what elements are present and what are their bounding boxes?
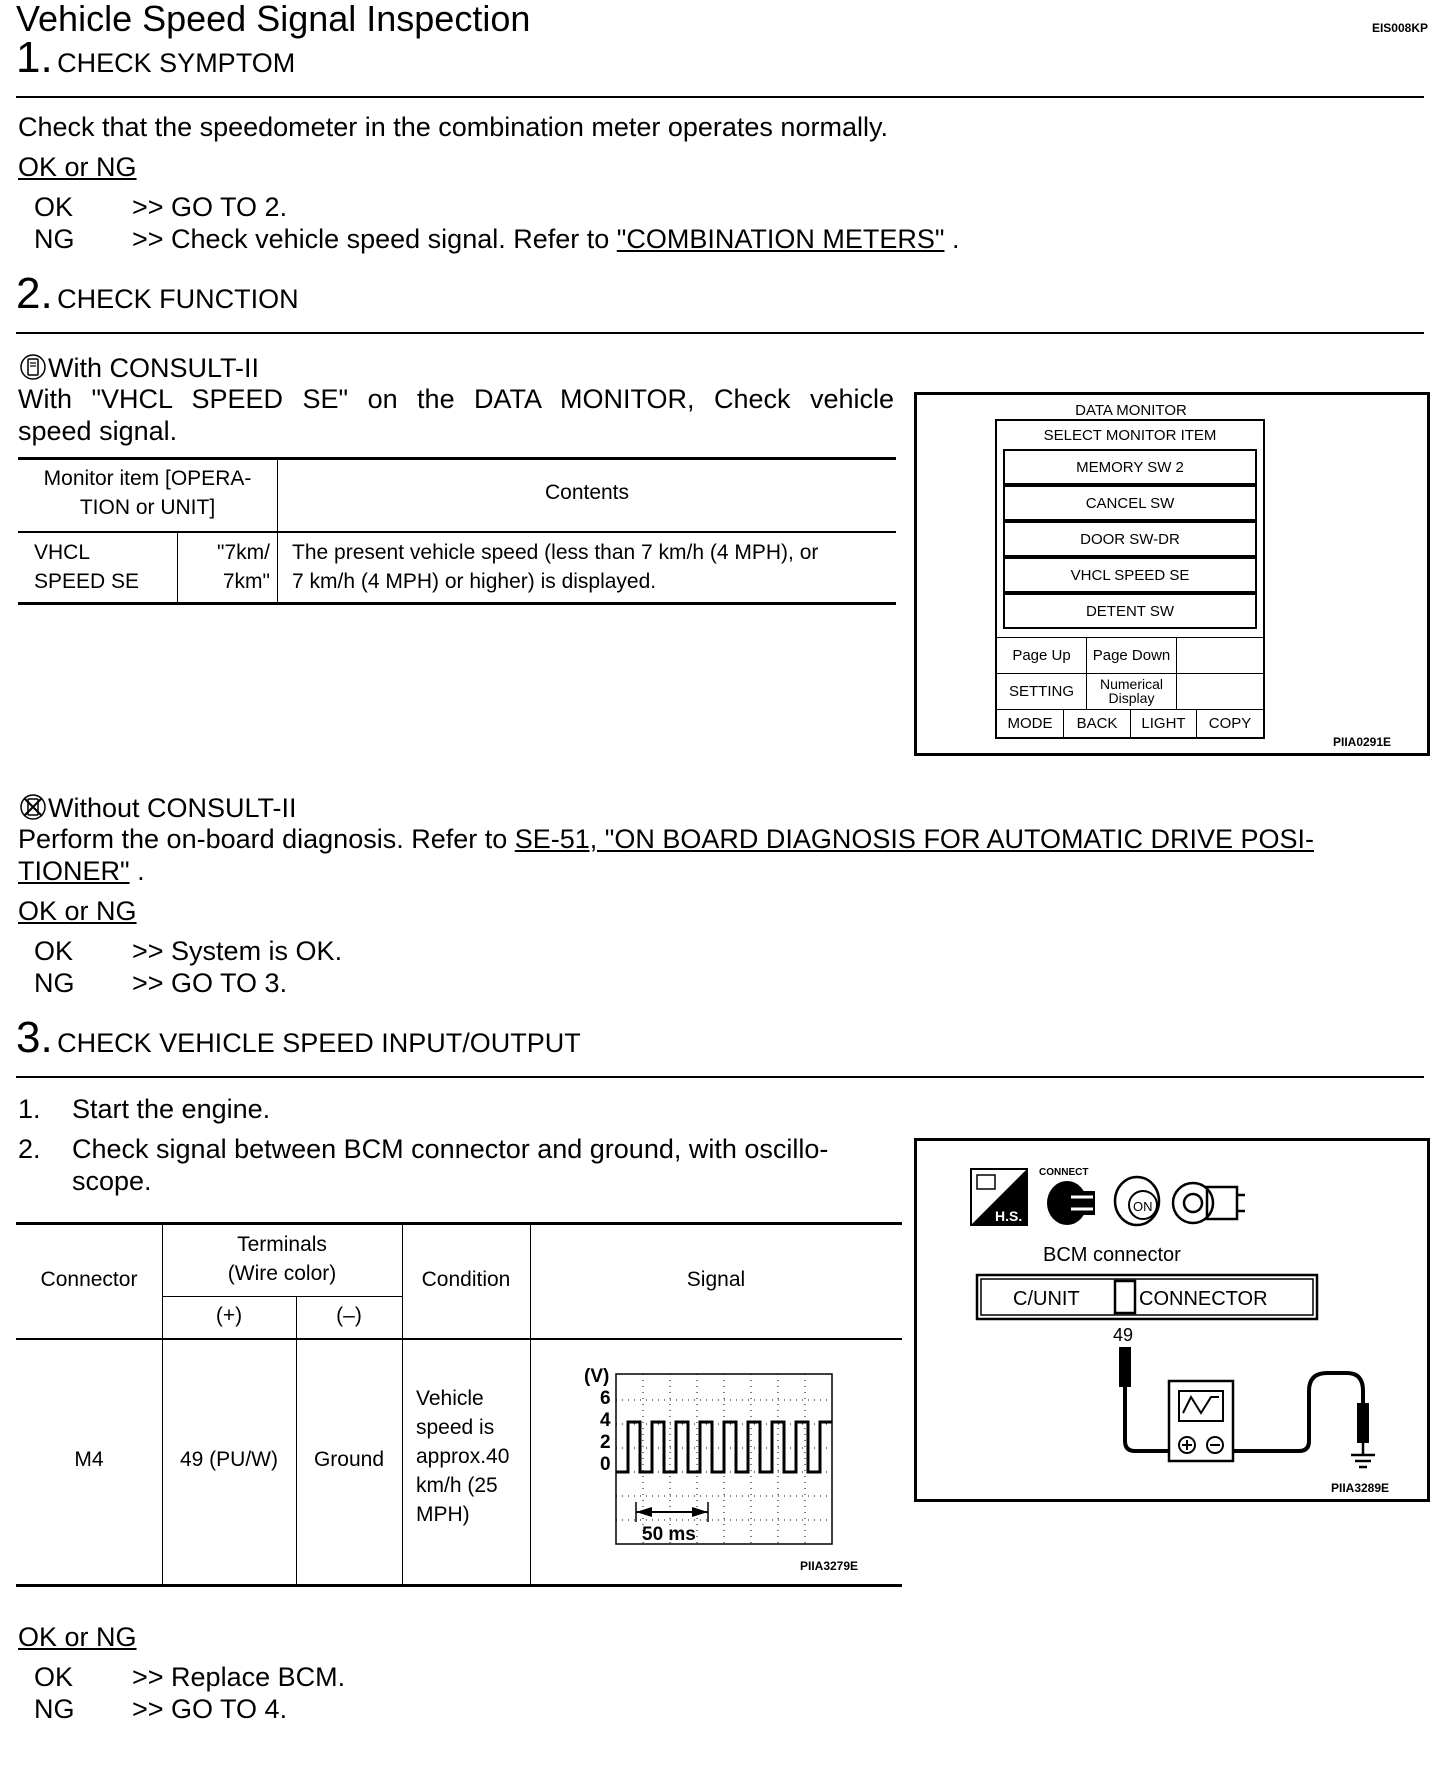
connector-value: M4 [74, 1448, 104, 1471]
step1-instruction: Check that the speedometer in the combination meter operates normally. [18, 112, 888, 142]
monitor-item-row[interactable]: DOOR SW-DR [1003, 521, 1257, 557]
harness-side-icon [971, 1169, 1027, 1225]
step1-ng-label: NG [34, 224, 75, 254]
step3-list-item-2-cont: scope. [72, 1166, 152, 1196]
page-down-button[interactable]: Page Down [1087, 637, 1177, 673]
no-consult-icon [18, 792, 48, 822]
minus-value: Ground [313, 1448, 385, 1471]
condition-value [416, 1384, 509, 1529]
monitor-contents-cell [292, 538, 818, 596]
terminals-header [162, 1230, 402, 1288]
step1-okng: OK or NG [18, 152, 137, 182]
monitor-item-cell [34, 538, 139, 596]
step1-ng-suffix: . [944, 224, 960, 254]
select-monitor-item: SELECT MONITOR ITEM [1043, 427, 1217, 444]
step3-list-item-2-num: 2. [18, 1134, 41, 1164]
signal-header: Signal [686, 1268, 746, 1291]
with-consult-text-1: With "VHCL SPEED SE" on the DATA MONITOR, Check vehicle [18, 384, 894, 414]
positive-probe [1119, 1347, 1131, 1387]
step2-okng: OK or NG [18, 896, 137, 926]
step3-ok-text: >> Replace BCM. [132, 1662, 346, 1692]
time-arrow-head [692, 1507, 708, 1517]
terminal-label: 49 [1113, 1325, 1134, 1345]
step1-rule [16, 96, 1424, 98]
step3-header [16, 1013, 581, 1062]
step2-rule [16, 332, 1424, 334]
with-consult-text-2: speed signal. [18, 416, 178, 446]
consult-icon [18, 352, 48, 382]
step2-ok-label: OK [34, 936, 74, 966]
data-monitor-title: DATA MONITOR [1075, 402, 1187, 419]
scope-tick: 0 [600, 1454, 611, 1475]
connector-header: Connector [40, 1268, 138, 1291]
display-label: Display [1108, 690, 1155, 706]
signal-table-header-rule [16, 1338, 902, 1340]
monitor-table-mid-rule [18, 531, 896, 533]
contents-header: Contents [544, 481, 630, 504]
monitor-unit-1: "7km/ [217, 541, 270, 564]
condition-line: Vehicle [416, 1387, 484, 1410]
scope-tick: 6 [600, 1388, 611, 1409]
copy-button[interactable]: COPY [1208, 714, 1252, 732]
light-button[interactable]: LIGHT [1131, 709, 1197, 737]
ignition-on-icon [1115, 1177, 1159, 1225]
monitor-unit-2: 7km" [222, 570, 270, 593]
signal-table-bottom-rule [16, 1584, 902, 1587]
positive-lead [1125, 1387, 1169, 1451]
terminals-header-2: (Wire color) [227, 1262, 337, 1285]
step1-heading: CHECK SYMPTOM [57, 48, 296, 78]
step1-ok-label: OK [34, 192, 74, 222]
bcm-figure-code: PIIA3289E [1331, 1481, 1390, 1495]
step3-ng-text: >> GO TO 4. [132, 1694, 288, 1724]
square-wave [616, 1422, 832, 1472]
step3-ok-label: OK [34, 1662, 74, 1692]
negative-probe [1357, 1403, 1369, 1443]
without-consult-text-1 [18, 824, 1314, 855]
bcm-connector-label: BCM connector [1043, 1244, 1181, 1266]
step2-header [16, 269, 299, 318]
monitor-item-1: VHCL [34, 541, 91, 564]
monitor-contents-1: The present vehicle speed (less than 7 km/h (4 MPH), or [292, 541, 819, 564]
monitor-table-bottom-rule [18, 602, 896, 605]
monitor-contents-2: 7 km/h (4 MPH) or higher) is displayed. [292, 570, 657, 593]
condition-line: km/h (25 [416, 1474, 498, 1497]
scope-tick: 4 [600, 1410, 611, 1431]
monitor-item-header-2: TION or UNIT] [79, 496, 216, 519]
scope-tick: 2 [600, 1432, 611, 1453]
se51-link[interactable]: SE-51, "ON BOARD DIAGNOSIS FOR AUTOMATIC DRIVE POSI- [514, 824, 1314, 854]
oscilloscope-waveform [580, 1362, 880, 1572]
step2-heading: CHECK FUNCTION [57, 284, 299, 314]
data-monitor-figure [914, 392, 1430, 756]
oscilloscope-icon [1169, 1381, 1233, 1461]
svg-text:H.S.: H.S. [995, 1208, 1023, 1224]
monitor-table-divider-1 [177, 531, 178, 603]
bcm-diagram [917, 1141, 1427, 1499]
back-button[interactable]: BACK [1064, 709, 1131, 737]
c-unit-label: C/UNIT [1013, 1288, 1080, 1310]
time-arrow-head [636, 1507, 652, 1517]
signal-table-top-rule [16, 1222, 902, 1225]
negative-lead [1233, 1373, 1363, 1451]
condition-line: speed is [416, 1416, 495, 1439]
without-consult-text-2 [18, 856, 145, 887]
monitor-item-row[interactable]: DETENT SW [1003, 593, 1257, 629]
step2-number: 2. [16, 269, 53, 318]
step3-list-item-1-num: 1. [18, 1094, 41, 1124]
without-consult-label: Without CONSULT-II [48, 793, 297, 823]
step1-ng-text: >> Check vehicle speed signal. Refer to [132, 224, 617, 254]
combination-meters-link[interactable]: "COMBINATION METERS" [616, 224, 945, 254]
condition-line: MPH) [416, 1503, 470, 1526]
scope-time-label: 50 ms [642, 1524, 696, 1545]
step2-ok-text: >> System is OK. [132, 936, 343, 966]
monitor-item-row[interactable]: CANCEL SW [1003, 485, 1257, 521]
step3-list-item-1: Start the engine. [72, 1094, 271, 1124]
step3-number: 3. [16, 1013, 53, 1062]
figure-code: PIIA0291E [1333, 735, 1392, 749]
page-title: Vehicle Speed Signal Inspection [16, 0, 531, 39]
monitor-table-top-rule [18, 457, 896, 460]
svg-text:CONNECT: CONNECT [1039, 1167, 1089, 1178]
terminals-sub-rule [162, 1296, 402, 1297]
step3-heading: CHECK VEHICLE SPEED INPUT/OUTPUT [57, 1028, 581, 1058]
monitor-item-row[interactable]: VHCL SPEED SE [1003, 557, 1257, 593]
bcm-connector-figure [914, 1138, 1430, 1502]
numerical-display-button[interactable] [1087, 673, 1177, 709]
monitor-unit-cell [180, 538, 270, 596]
monitor-item-2: SPEED SE [34, 570, 140, 593]
connector-label: CONNECTOR [1139, 1288, 1268, 1310]
mode-button[interactable]: MODE [997, 709, 1064, 737]
with-consult-label: With CONSULT-II [48, 353, 260, 383]
monitor-item-header [18, 464, 277, 522]
without-consult-prefix: Perform the on-board diagnosis. Refer to [18, 824, 515, 854]
engine-running-icon [1173, 1183, 1245, 1223]
scope-figure-code: PIIA3279E [800, 1559, 859, 1572]
col-divider [296, 1297, 297, 1585]
step3-list-item-2: Check signal between BCM connector and ground, with oscillo- [72, 1134, 829, 1164]
plus-value: 49 (PU/W) [179, 1448, 278, 1471]
connect-icon [1039, 1167, 1095, 1225]
step1-header [16, 33, 296, 82]
scope-unit: (V) [584, 1366, 610, 1387]
monitor-item-header-1: Monitor item [OPERA- [43, 467, 252, 490]
condition-header: Condition [421, 1268, 511, 1291]
step1-ok-text: >> GO TO 2. [132, 192, 288, 222]
step3-ng-label: NG [34, 1694, 75, 1724]
plus-header: (+) [215, 1304, 243, 1327]
step2-ng-text: >> GO TO 3. [132, 968, 288, 998]
monitor-item-row[interactable]: MEMORY SW 2 [1003, 449, 1257, 485]
setting-button[interactable]: SETTING [997, 673, 1087, 709]
step2-ng-label: NG [34, 968, 75, 998]
terminals-header-1: Terminals [237, 1233, 327, 1256]
step1-number: 1. [16, 33, 53, 82]
with-consult-line [18, 352, 259, 384]
step3-okng: OK or NG [18, 1622, 137, 1652]
document-id: EIS008KP [1371, 21, 1428, 35]
data-monitor-screen [995, 419, 1265, 739]
condition-line: approx.40 [416, 1445, 510, 1468]
ground-symbol [1351, 1443, 1375, 1467]
step3-rule [16, 1076, 1424, 1078]
step1-ng-line [132, 224, 959, 255]
without-consult-line [18, 792, 297, 824]
se51-link-continued[interactable]: TIONER" [18, 856, 130, 886]
svg-text:ON: ON [1133, 1199, 1153, 1214]
without-consult-suffix: . [129, 856, 145, 886]
minus-header: (–) [336, 1304, 362, 1327]
page-up-button[interactable]: Page Up [997, 637, 1087, 673]
numerical-label: Numerical [1099, 676, 1163, 692]
bcm-connector-body [977, 1275, 1317, 1319]
